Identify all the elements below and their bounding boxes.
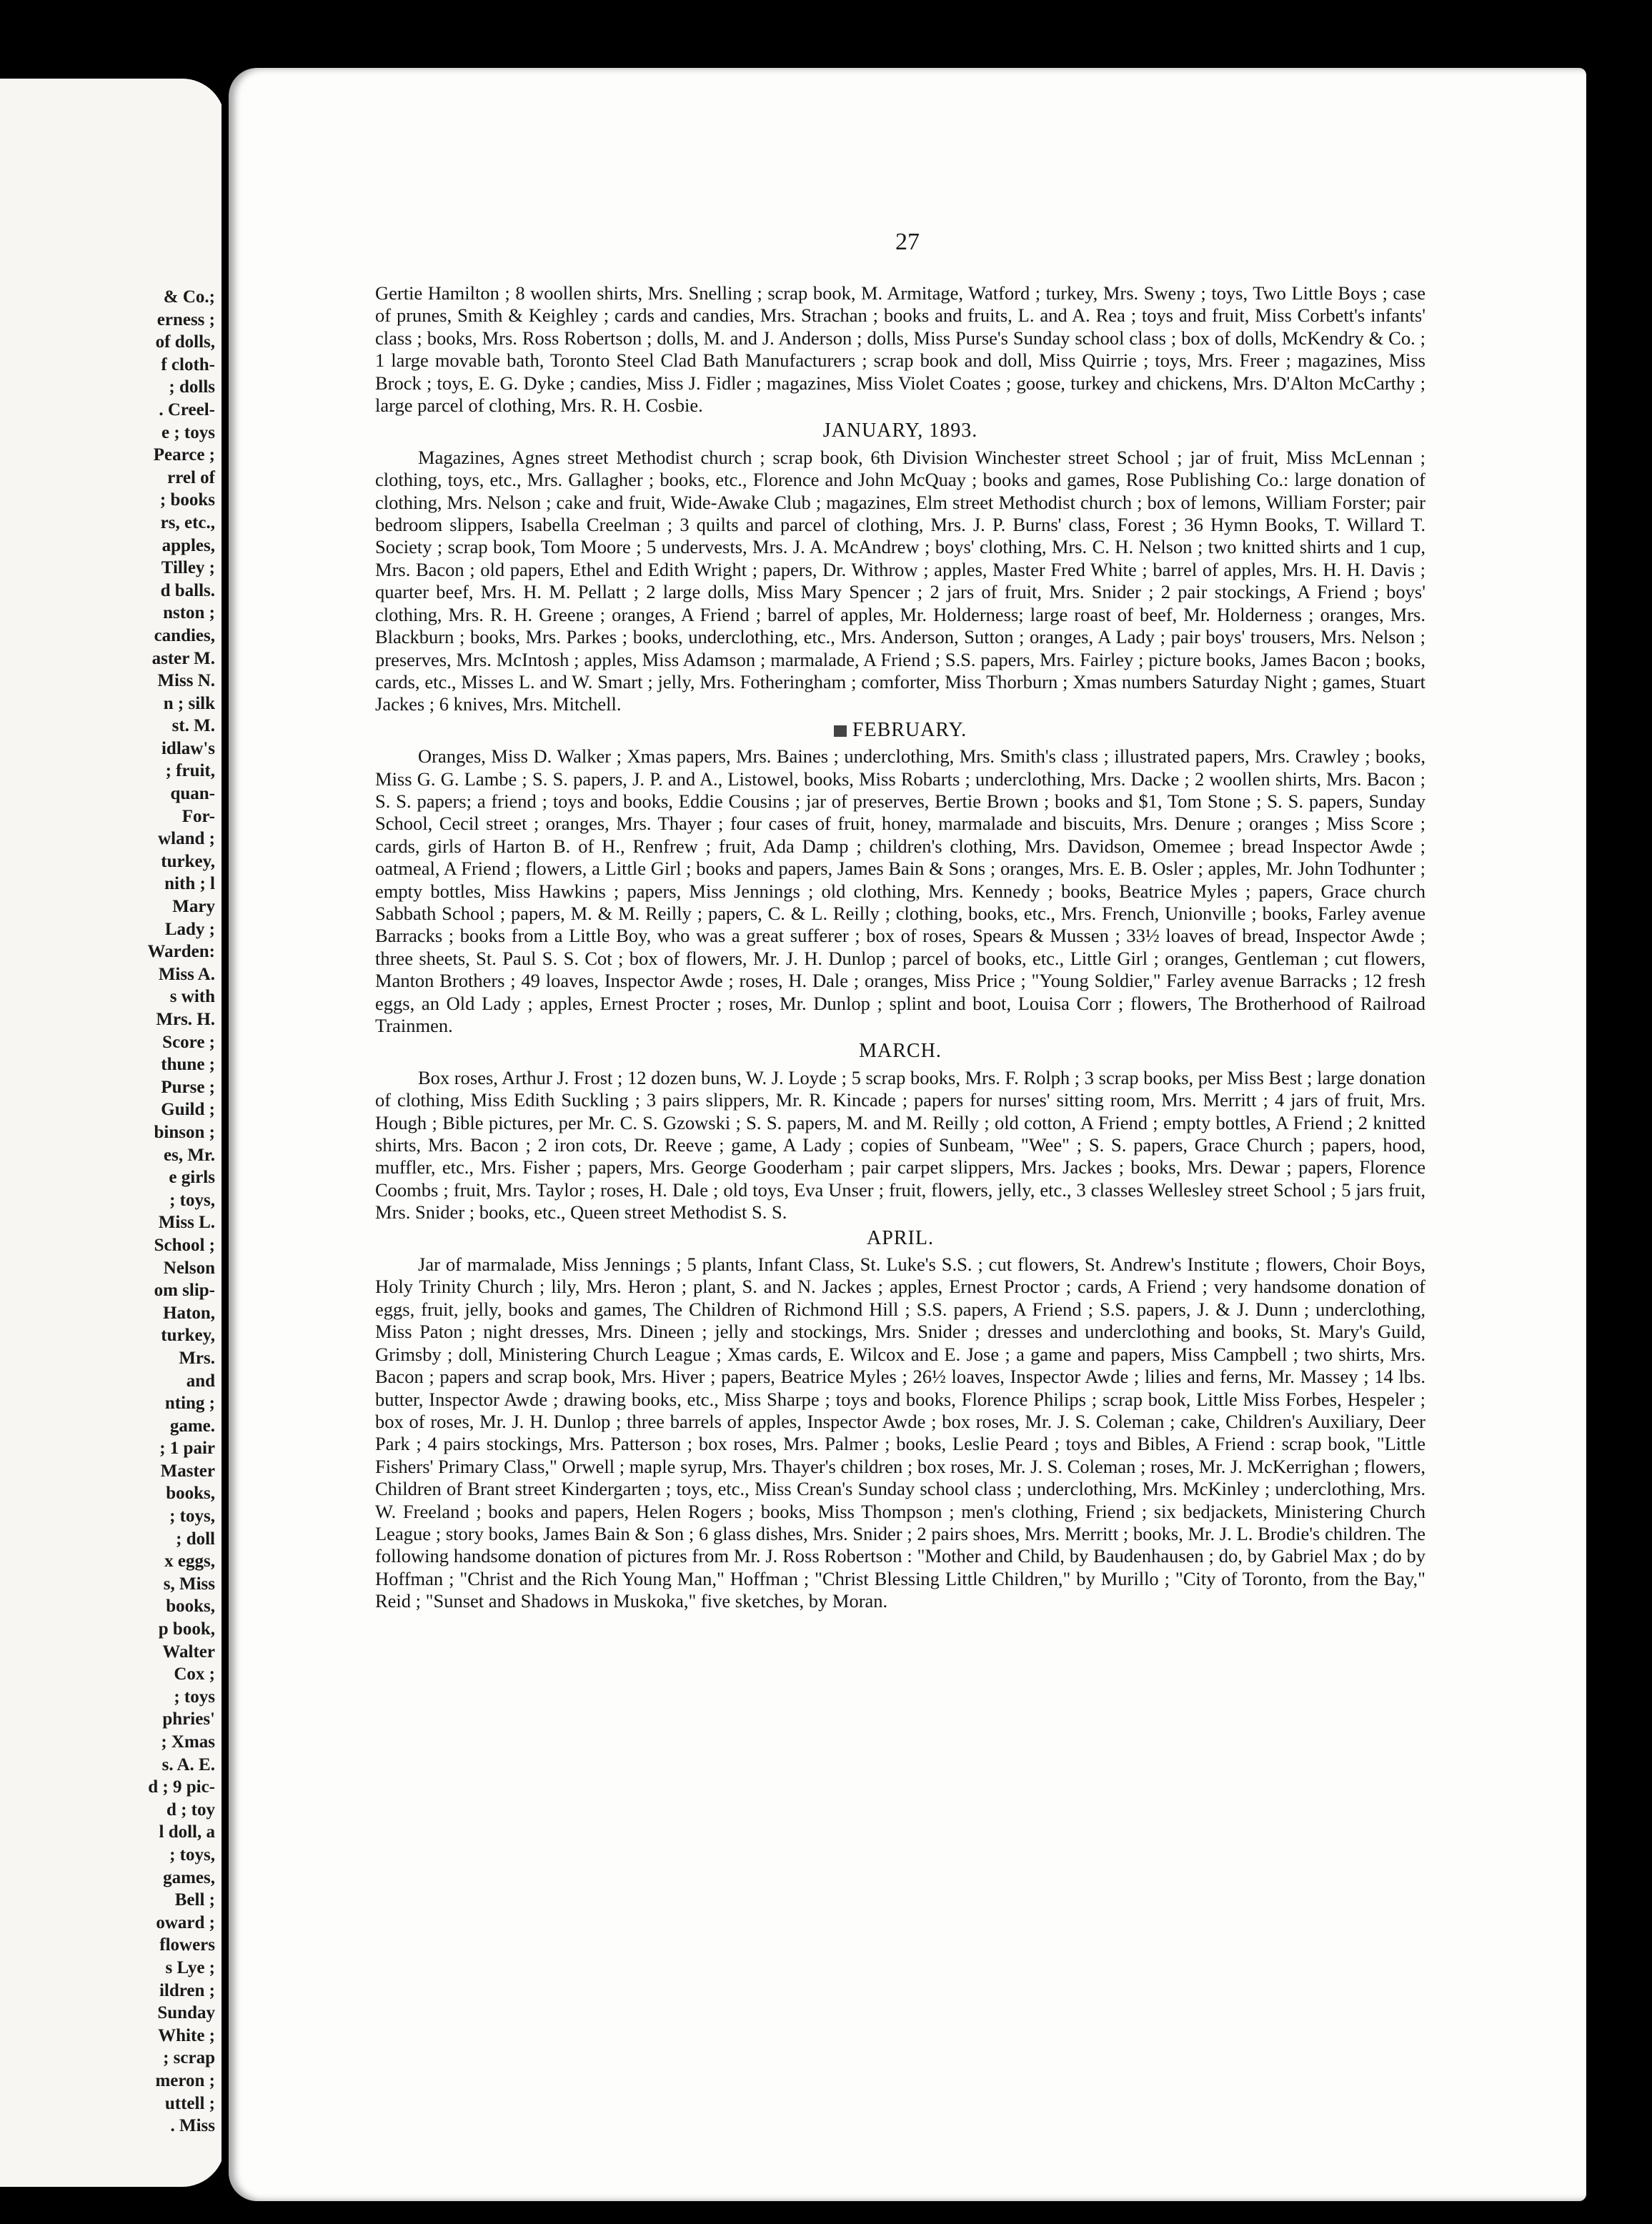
section-title-march: MARCH.: [859, 1040, 942, 1063]
right-page: [229, 68, 1586, 2201]
section-title-february: [375, 719, 1425, 741]
section-title-april: APRIL.: [867, 1226, 934, 1249]
section-text-january: Magazines, Agnes street Methodist church ; scrap book, 6th Division Winchester street School ; jar of fruit, Miss McLennan ; clothing, toys, etc., Mrs. Gallagher ; books, etc., Florence and John McQuay ; books and games, Rose Publishing Co.: large donation of clothing, Mrs. Nelson ; cake and fruit, Wide-Awake Club ; magazines, Elm street Methodist church ; box of lemons, William Forster; pair bedroom slippers, Isabella Creelman ; 3 quilts and parcel of clothing, Mrs. J. P. Burns' class, Forest ; 36 Hymn Books, T. Willard T. Society ; scrap book, Tom Moore ; 5 undervests, Mrs. J. A. McAndrew ; boys' clothing, Mrs. C. H. Nelson ; two knitted shirts and 1 cup, Mrs. Bacon ; old papers, Ethel and Edith Wright ; papers, Dr. Withrow ; apples, Master Fred White ; barrel of apples, Mrs. H. H. Davis ; quarter beef, Mrs. H. M. Pellatt ; 2 large dolls, Miss Mary Spencer ; 2 jars of fruit, Mrs. Snider ; 2 pair stockings, A Friend ; boys' clothing, Mrs. R. H. Greene ; oranges, A Friend ; barrel of apples, Mr. Holderness; large roast of beef, Mr. Holderness ; oranges, Mrs. Blackburn ; books, Mrs. Parkes ; books, underclothing, etc., Mrs. Anderson, Sutton ; oranges, A Lady ; pair boys' trousers, Mrs. Nelson ; preserves, Mrs. McIntosh ; apples, Miss Adamson ; marmalade, A Friend ; S.S. papers, Mrs. Fairley ; picture books, James Bacon ; books, cards, etc., Misses L. and W. Smart ; jelly, Mrs. Fotheringham ; comforter, Miss Thorburn ; Xmas numbers Saturday Night ; games, Stuart Jackes ; 6 knives, Mrs. Mitchell.: [375, 446, 1425, 715]
page-content: [375, 282, 1425, 1613]
page-number: 27: [895, 229, 920, 255]
intro-paragraph: Gertie Hamilton ; 8 woollen shirts, Mrs. Snelling ; scrap book, M. Armitage, Watford ; turkey, Mrs. Sweny ; toys, Two Little Boys ; case of prunes, Smith & Keighley ; cards and candies, Mrs. Strachan ; books and fruits, L. and A. Rea ; toys and fruit, Miss Corbett's infants' class ; books, Mrs. Ross Robertson ; dolls, M. and J. Anderson ; dolls, Miss Purse's Sunday school class ; box of dolls, McKendry & Co. ; 1 large movable bath, Toronto Steel Clad Bath Manufacturers ; scrap book and doll, Miss Quirrie ; toys, Mrs. Freer ; magazines, Miss Brock ; toys, E. G. Dyke ; candies, Miss J. Fidler ; magazines, Miss Violet Coates ; goose, turkey and chickens, Mrs. D'Alton McCarthy ; large parcel of clothing, Mrs. R. H. Cosbie.: [375, 282, 1425, 417]
section-text-february: Oranges, Miss D. Walker ; Xmas papers, Mrs. Baines ; underclothing, Mrs. Smith's class ; illustrated papers, Mrs. Crawley ; books, Miss G. G. Lambe ; S. S. papers, J. P. and A., Listowel, books, Miss Robarts ; underclothing, Mrs. Dacke ; 2 woollen shirts, Mrs. Bacon ; S. S. papers; a friend ; toys and books, Eddie Cousins ; jar of preserves, Bertie Brown ; books and $1, Tom Stone ; S. S. papers, Sunday School, Cecil street ; oranges, Mrs. Thayer ; four cases of fruit, honey, marmalade and biscuits, Mrs. Denure ; oranges ; Miss Score ; cards, girls of Harton B. of H., Renfrew ; fruit, Ada Damp ; children's clothing, Mrs. Davidson, Omemee ; bread Inspector Awde ; oatmeal, A Friend ; flowers, a Little Girl ; books and papers, James Bain & Sons ; oranges, Mrs. E. B. Osler ; apples, Mr. John Todhunter ; empty bottles, Miss Hawkins ; papers, Miss Jennings ; old clothing, Mrs. Kennedy ; books, Beatrice Myles ; papers, Grace church Sabbath School ; papers, M. & M. Reilly ; papers, C. & L. Reilly ; clothing, books, etc., Mrs. French, Unionville ; books, Farley avenue Barracks ; books from a Little Boy, who was a great sufferer ; box of roses, Spears & Mussen ; 33½ loaves of bread, Inspector Awde ; three sheets, St. Paul S. S. Cot ; box of flowers, Mr. J. H. Dunlop ; parcel of books, etc., Little Girl ; oranges, Gentleman ; cut flowers, Manton Brothers ; 49 loaves, Inspector Awde ; roses, H. Dale ; oranges, Miss Price ; "Young Soldier," Farley avenue Barracks ; 12 fresh eggs, an Old Lady ; apples, Ernest Procter ; roses, Mr. Dunlop ; splint and boot, Louisa Corr ; flowers, The Brotherhood of Railroad Trainmen.: [375, 745, 1425, 1036]
left-page-text-fragments: & Co.; erness ; of dolls, f cloth- ; dolls . Creel- e ; toys Pearce ; rrel of ; books rs, etc., apples, Tilley ; d balls. nston ; candies, aster M. Miss N. n ; silk st. M. idlaw's ; fruit, quan- For- wland ; turkey, nith ; l Mary Lady ; Warden: Miss A. s with Mrs. H. Score ; thune ; Purse ; Guild ; binson ; es, Mr. e girls ; toys, Miss L. School ; Nelson om slip- Haton, turkey, Mrs. and nting ; game. ; 1 pair Master books, ; toys, ; doll x eggs, s, Miss books, p book, Walter Cox ; ; toys phries' ; Xmas s. A. E. d ; 9 pic- d ; toy l doll, a ; toys, games, Bell ; oward ; flowers s Lye ; ildren ; Sunday White ; ; scrap meron ; uttell ; . Miss: [147, 287, 215, 2136]
left-page: [0, 79, 225, 2187]
section-title-february-label: FEBRUARY.: [852, 718, 967, 741]
section-text-march: Box roses, Arthur J. Frost ; 12 dozen buns, W. J. Loyde ; 5 scrap books, Mrs. F. Rolph ; 3 scrap books, per Miss Best ; large donation of clothing, Miss Edith Suckling ; 3 pairs slippers, Mr. R. Kincade ; papers for nurses' sitting room, Mrs. Merritt ; 4 jars of fruit, Mrs. Hough ; Bible pictures, per Mr. C. S. Gzowski ; S. S. papers, M. and M. Reilly ; old cotton, A Friend ; empty bottles, A Friend ; 2 knitted shirts, Mrs. Bacon ; 2 iron cots, Dr. Reeve ; game, A Lady ; copies of Sunbeam, "Wee" ; S. S. papers, Grace Church ; papers, hood, muffler, etc., Mrs. Fisher ; papers, Mrs. George Gooderham ; pair carpet slippers, Mrs. Jackes ; books, Mrs. Dewar ; papers, Florence Coombs ; fruit, Mrs. Taylor ; roses, H. Dale ; old toys, Eva Unser ; fruit, flowers, jelly, etc., 3 classes Wellesley street School ; 5 jars fruit, Mrs. Snider ; books, etc., Queen street Methodist S. S.: [375, 1066, 1425, 1223]
section-text-april: Jar of marmalade, Miss Jennings ; 5 plants, Infant Class, St. Luke's S.S. ; cut flowers, St. Andrew's Institute ; flowers, Choir Boys, Holy Trinity Church ; lily, Mrs. Heron ; plant, S. and N. Jackes ; apples, Ernest Proctor ; cards, A Friend ; very handsome donation of eggs, fruit, jelly, books and games, The Children of Richmond Hill ; S.S. papers, A Friend ; S.S. papers, J. & J. Dunn ; underclothing, Miss Paton ; night dresses, Mrs. Dineen ; jelly and stockings, Mrs. Snider ; dresses and underclothing and books, St. Mary's Guild, Grimsby ; doll, Ministering Church League ; Xmas cards, E. Wilcox and E. Jose ; a game and papers, Miss Campbell ; two shirts, Mrs. Bacon ; papers and scrap book, Mrs. Hiver ; papers, Beatrice Myles ; 26½ loaves, Inspector Awde ; lilies and ferns, Mr. Massey ; 14 lbs. butter, Inspector Awde ; drawing books, etc., Miss Sharpe ; toys and books, Florence Philips ; scrap book, Little Miss Forbes, Hespeler ; box of roses, Mr. J. H. Dunlop ; three barrels of apples, Inspector Awde ; box roses, Mr. J. S. Coleman ; cake, Children's Auxiliary, Deer Park ; 4 pairs stockings, Mrs. Patterson ; box roses, Mrs. Palmer ; books, Leslie Peard ; toys and Bibles, A Friend : scrap book, "Little Fishers' Primary Class," Orwell ; maple syrup, Mrs. Thayer's children ; box roses, Mr. J. S. Coleman ; roses, Mr. J. McKerrighan ; flowers, Children of Brant street Kindergarten ; toys, etc., Miss Crean's Sunday school class ; underclothing, Mrs. McKinley ; underclothing, Mrs. W. Freeland ; books and papers, Helen Rogers ; books, Miss Thompson ; men's clothing, Friend ; six bedjackets, Ministering Church League ; story books, James Bain & Son ; 6 glass dishes, Mrs. Snider ; 2 pairs shoes, Mrs. Merritt ; books, Mr. J. L. Brodie's children. The following handsome donation of pictures from Mr. J. Ross Robertson : "Mother and Child, by Baudenhausen ; do, by Gabriel Max ; do by Hoffman ; "Christ and the Rich Young Man," Hoffman ; "Christ Blessing Little Children," by Murillo ; "City of Toronto, from the Bay," Reid ; "Sunset and Shadows in Muskoka," five sketches, by Moran.: [375, 1254, 1425, 1612]
pointing-hand-icon: [834, 725, 847, 737]
section-title-january: JANUARY, 1893.: [822, 420, 978, 442]
